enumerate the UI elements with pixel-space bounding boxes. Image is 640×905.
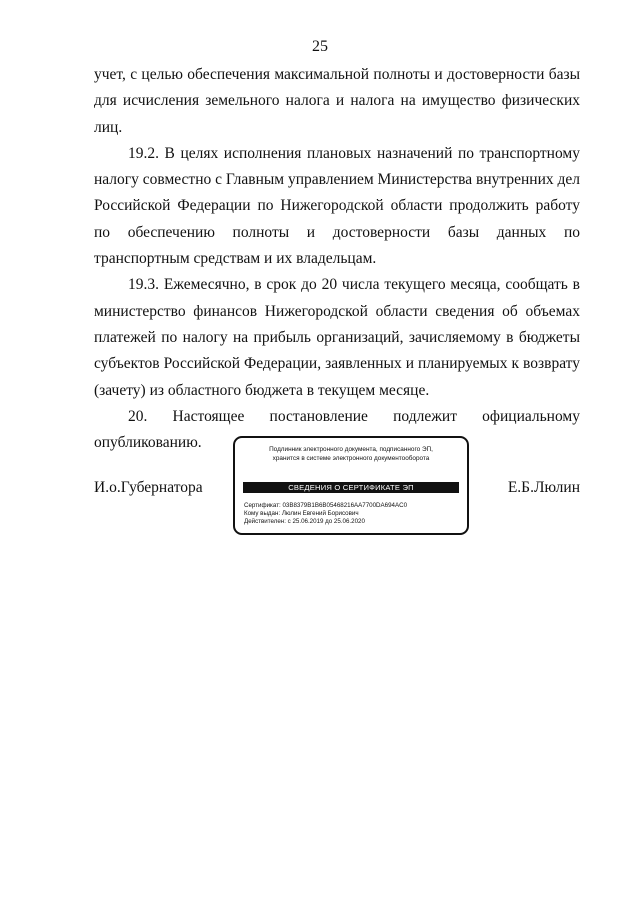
paragraph-19-2: 19.2. В целях исполнения плановых назначений по транспортному налогу совместно с Главным управлением Министерства внутренних дел Российской Федерации по Нижегородской области продолжить работу по обеспечению полноты и достоверности базы данных по транспортным средствам и их владельцам.: [94, 144, 580, 268]
stamp-title: СВЕДЕНИЯ О СЕРТИФИКАТЕ ЭП: [243, 482, 459, 493]
signature-block: [94, 436, 580, 540]
e-signature-stamp: [233, 436, 469, 535]
signatory-name: Е.Б.Люлин: [507, 479, 580, 496]
certificate-validity: Действителен: с 25.06.2019 до 25.06.2020: [244, 518, 365, 525]
stamp-details: [244, 502, 459, 526]
paragraph-continuation-line2: для исчисления земельного налога и налога на имущество физических лиц.: [94, 92, 580, 136]
stamp-header: [241, 445, 461, 463]
paragraph-continuation-line1: учет, с целью обеспечения максимальной полноты и достоверности базы: [94, 66, 580, 83]
stamp-header-line1: Подлинник электронного документа, подписанного ЭП,: [269, 446, 433, 453]
certificate-number: Сертификат: 03B8379B1B6B05468216AA7700DA694AC0: [244, 502, 408, 509]
page-number: 25: [312, 38, 328, 55]
paragraph-19-3: 19.3. Ежемесячно, в срок до 20 числа текущего месяца, сообщать в министерство финансов Нижегородской области сведения об объемах платежей по налогу на прибыль организаций, зачисляемому в бюджеты субъектов Российской Федерации, заявленных и планируемых к возврату (зачету) из областного бюджета в текущем месяце.: [94, 276, 580, 399]
signatory-role: И.о.Губернатора: [94, 479, 203, 496]
stamp-header-line2: хранится в системе электронного документооборота: [272, 455, 430, 462]
paragraph-20: 20. Настоящее постановление подлежит официальному опубликованию.: [94, 407, 580, 452]
document-body: [94, 62, 580, 456]
certificate-owner: Кому выдан: Люлин Евгений Борисович: [244, 510, 359, 517]
